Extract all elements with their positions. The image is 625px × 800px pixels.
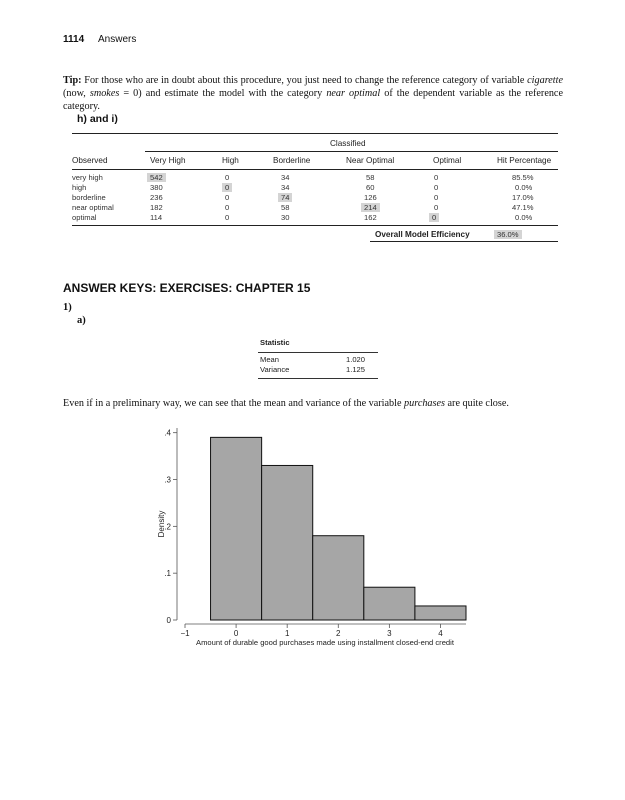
overall-efficiency-label: Overall Model Efficiency bbox=[375, 230, 470, 239]
cell-value: 0 bbox=[225, 203, 230, 212]
histogram-chart bbox=[150, 420, 480, 650]
row-label: near optimal bbox=[72, 203, 114, 212]
cell-value: 47.1% bbox=[512, 203, 534, 212]
cell-value: 30 bbox=[281, 213, 290, 222]
cell-value: 60 bbox=[366, 183, 375, 192]
cell-value: 0 bbox=[434, 183, 439, 192]
cell-value: 0 bbox=[225, 173, 230, 182]
question-1-label: 1) bbox=[63, 302, 72, 313]
x-axis-label: Amount of durable good purchases made using installment closed-end credit bbox=[196, 638, 454, 647]
y-tick-label: .2 bbox=[164, 522, 171, 532]
x-tick-label: 2 bbox=[336, 629, 341, 638]
cell-value: 542 bbox=[147, 173, 166, 182]
x-tick-label: 1 bbox=[284, 629, 290, 638]
cell-value: 58 bbox=[366, 173, 375, 182]
section-label-h-i: h) and i) bbox=[77, 113, 118, 125]
statistic-header: Statistic bbox=[260, 338, 290, 347]
histogram-bar bbox=[313, 536, 364, 620]
tip-paragraph bbox=[63, 74, 563, 113]
row-label: high bbox=[72, 183, 87, 192]
tip-text-4: of the dependent variable as the reference category. bbox=[63, 88, 563, 112]
cell-value: 17.0% bbox=[512, 193, 534, 202]
tip-var-smokes: smokes bbox=[89, 88, 120, 99]
cell-value: 236 bbox=[150, 193, 163, 202]
question-a-label: a) bbox=[77, 315, 86, 326]
cell-value: 0 bbox=[434, 203, 439, 212]
cell-value: 0 bbox=[429, 213, 439, 222]
tip-label: Tip: bbox=[63, 75, 82, 86]
tip-var-near-optimal: near optimal bbox=[326, 88, 381, 99]
cell-value: 0.0% bbox=[515, 213, 533, 222]
cell-value: 0 bbox=[225, 193, 230, 202]
row-label: very high bbox=[72, 173, 103, 182]
cell-value: 114 bbox=[150, 213, 163, 222]
cell-value: 162 bbox=[364, 213, 377, 222]
classified-header: Classified bbox=[330, 139, 366, 148]
cell-value: 182 bbox=[150, 203, 163, 212]
y-tick-label: .3 bbox=[164, 475, 171, 485]
y-axis-label: Density bbox=[157, 510, 166, 538]
statistics-table bbox=[258, 338, 378, 378]
stat-label-variance: Variance bbox=[260, 365, 290, 374]
tip-text-2: (now, bbox=[63, 88, 90, 99]
col-header-borderline: Borderline bbox=[273, 156, 311, 165]
tip-text-1: For those who are in doubt about this procedure, you just need to change the reference category of variable bbox=[81, 75, 528, 86]
cell-value: 126 bbox=[364, 193, 377, 202]
cell-value: 34 bbox=[281, 173, 290, 182]
overall-efficiency-value: 36.0% bbox=[494, 230, 522, 239]
running-title: Answers bbox=[98, 34, 137, 45]
histogram-bar bbox=[211, 437, 262, 620]
classification-table bbox=[72, 129, 558, 241]
observed-header: Observed bbox=[72, 156, 108, 165]
para2-text-1: Even if in a preliminary way, we can see that the mean and variance of the variable bbox=[63, 398, 405, 409]
tip-text-3: = 0) and estimate the model with the category bbox=[119, 88, 327, 99]
y-tick-label: 0 bbox=[166, 616, 171, 625]
x-tick-label: −1 bbox=[180, 629, 190, 638]
histogram-bar bbox=[415, 606, 466, 620]
x-tick-label: 4 bbox=[438, 629, 443, 638]
para2-var-purchases: purchases bbox=[404, 398, 445, 409]
y-tick-label: .4 bbox=[164, 428, 171, 438]
cell-value: 0 bbox=[434, 193, 439, 202]
col-header-hit-percentage: Hit Percentage bbox=[497, 156, 552, 165]
col-header-high: High bbox=[222, 156, 239, 165]
stat-value-mean: 1.020 bbox=[346, 355, 366, 364]
cell-value: 34 bbox=[281, 183, 290, 192]
x-tick-label: 0 bbox=[233, 629, 239, 638]
cell-value: 58 bbox=[281, 203, 290, 212]
cell-value: 0 bbox=[434, 173, 439, 182]
row-label: optimal bbox=[72, 213, 97, 222]
mean-variance-paragraph bbox=[63, 398, 509, 409]
histogram-bar bbox=[262, 465, 313, 620]
tip-var-cigarette: cigarette bbox=[527, 75, 563, 86]
stat-value-variance: 1.125 bbox=[346, 365, 366, 374]
y-tick-label: .1 bbox=[164, 569, 171, 579]
cell-value: 74 bbox=[278, 193, 292, 202]
cell-value: 380 bbox=[150, 183, 163, 192]
col-header-near-optimal: Near Optimal bbox=[346, 156, 395, 165]
col-header-optimal: Optimal bbox=[433, 156, 462, 165]
page-number: 1114 bbox=[63, 34, 85, 45]
para2-text-2: are quite close. bbox=[444, 398, 509, 409]
chapter-heading: ANSWER KEYS: EXERCISES: CHAPTER 15 bbox=[63, 281, 311, 295]
row-label: borderline bbox=[72, 193, 106, 202]
histogram-bar bbox=[364, 587, 415, 620]
cell-value: 85.5% bbox=[512, 173, 534, 182]
cell-value: 0 bbox=[222, 183, 232, 192]
x-tick-label: 3 bbox=[387, 629, 392, 638]
stat-label-mean: Mean bbox=[260, 355, 279, 364]
cell-value: 214 bbox=[361, 203, 380, 212]
cell-value: 0 bbox=[225, 213, 230, 222]
cell-value: 0.0% bbox=[515, 183, 533, 192]
col-header-very-high: Very High bbox=[150, 156, 186, 165]
